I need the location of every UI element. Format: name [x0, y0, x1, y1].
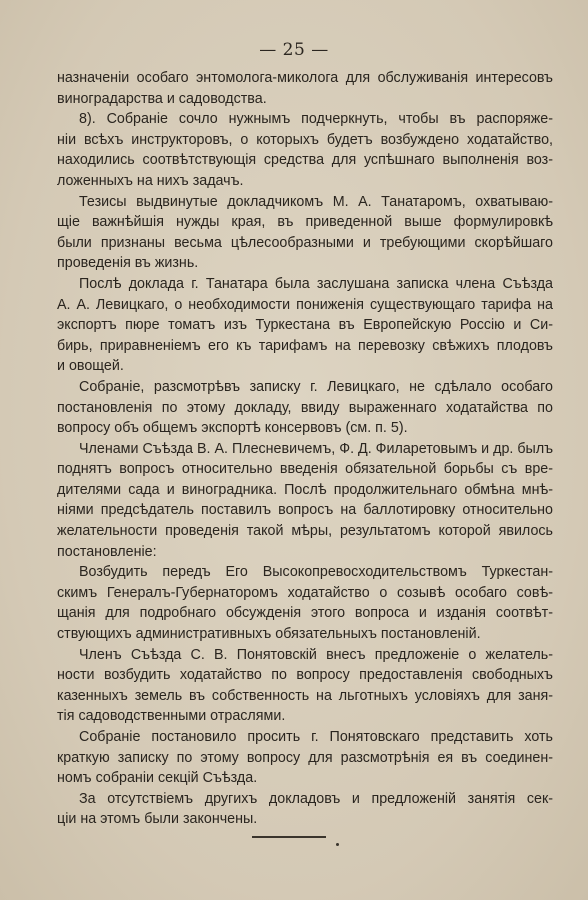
text-line: Послѣ доклада г. Танатара была заслушана записка члена Съѣзда	[79, 275, 553, 292]
text-line: постановленіе:	[57, 543, 157, 560]
paragraph	[57, 789, 553, 830]
paragraph	[57, 645, 553, 727]
paragraph	[57, 109, 553, 191]
text-line: проведенія въ жизнь.	[57, 255, 199, 272]
text-line: краткую записку по этому вопросу для разсмотрѣнія ея въ соединен-	[57, 749, 553, 766]
text-line: ціи на этомъ были закончены.	[57, 811, 258, 828]
text-line: находились соотвѣтствующія средства для успѣшнаго выполненія воз-	[57, 152, 553, 169]
paragraph	[57, 274, 553, 377]
text-line: желательности проведенія такой мѣры, результатомъ которой явилось	[57, 523, 553, 540]
end-dot	[336, 843, 339, 846]
text-line: ніи всѣхъ инструкторовъ, о которыхъ будетъ возбуждено ходатайство,	[57, 131, 553, 148]
paragraph	[57, 439, 553, 563]
paragraph	[57, 727, 553, 789]
text-line: Членами Съѣзда В. А. Плесневичемъ, Ф. Д. Филаретовымъ и др. былъ	[79, 440, 554, 457]
text-line: Тезисы выдвинутые докладчикомъ М. А. Танатаромъ, охватываю-	[79, 193, 553, 210]
text-line: скимъ Генералъ-Губернаторомъ ходатайство о созывѣ особаго совѣ-	[57, 584, 553, 601]
text-line: были признаны весьма цѣлесообразными и требующими скорѣйшаго	[57, 234, 553, 251]
text-line: За отсутствіемъ другихъ докладовъ и предложеній занятія сек-	[79, 790, 553, 807]
paragraph	[57, 377, 553, 439]
text-line: ности возбудить ходатайство по вопросу предоставленія свободныхъ	[57, 667, 553, 684]
text-line: бирь, приравненіемъ его къ тарифамъ на перевозку свѣжихъ плодовъ	[57, 337, 553, 354]
text-line: поднятъ вопросъ относительно введенія обязательной борьбы съ вре-	[57, 461, 553, 478]
page-number: — 25 —	[259, 40, 329, 60]
text-line: ніями предсѣдатель поставилъ вопросъ на баллотировку относительно	[57, 502, 553, 519]
text-line: постановленія по этому докладу, ввиду выраженнаго ходатайства по	[57, 399, 553, 416]
body-text	[57, 68, 553, 830]
text-line: Собраніе постановило просить г. Понятовскаго представить хоть	[79, 729, 553, 745]
text-line: Возбудить передъ Его Высокопревосходительствомъ Туркестан-	[79, 564, 553, 581]
text-line: Членъ Съѣзда С. В. Понятовскій внесъ предложеніе о желатель-	[79, 646, 553, 663]
text-line: ложенныхъ на нихъ задачъ.	[57, 172, 244, 189]
end-rule	[252, 836, 326, 838]
text-line: виноградарства и садоводства.	[57, 90, 267, 107]
text-line: дителями сада и виноградника. Послѣ продолжительнаго обмѣна мнѣ-	[57, 481, 553, 498]
text-line: экспортъ пюре томатъ изъ Туркестана въ Европейскую Россію и Си-	[57, 317, 553, 334]
text-line: назначеніи особаго энтомолога-миколога для обслуживанія интересовъ	[57, 70, 553, 86]
paragraph	[57, 192, 553, 274]
text-line: тія садоводственными отраслями.	[57, 708, 286, 725]
text-line: Собраніе, разсмотрѣвъ записку г. Левицкаго, не сдѣлало особаго	[79, 378, 553, 395]
text-line: вопросу объ общемъ экспортѣ консервовъ (см. п. 5).	[57, 420, 408, 437]
paragraph	[57, 68, 553, 109]
text-line: щіе важнѣйшія нужды края, въ приведенной выше формулировкѣ	[57, 214, 553, 231]
text-line: щанія для подробнаго обсужденія этого вопроса и изданія соотвѣт-	[57, 605, 553, 622]
text-line: и овощей.	[57, 358, 124, 375]
text-line: А. А. Левицкаго, о необходимости пониженія существующаго тарифа на	[57, 296, 553, 313]
text-line: 8). Собраніе сочло нужнымъ подчеркнуть, чтобы въ распоряже-	[79, 111, 553, 128]
text-line: казенныхъ земель въ собственность на льготныхъ условіяхъ для заня-	[57, 687, 553, 704]
text-line: номъ собраніи секцій Съѣзда.	[57, 770, 258, 787]
text-line: ствующихъ административныхъ обязательныхъ постановленій.	[57, 626, 481, 643]
paragraph	[57, 562, 553, 644]
